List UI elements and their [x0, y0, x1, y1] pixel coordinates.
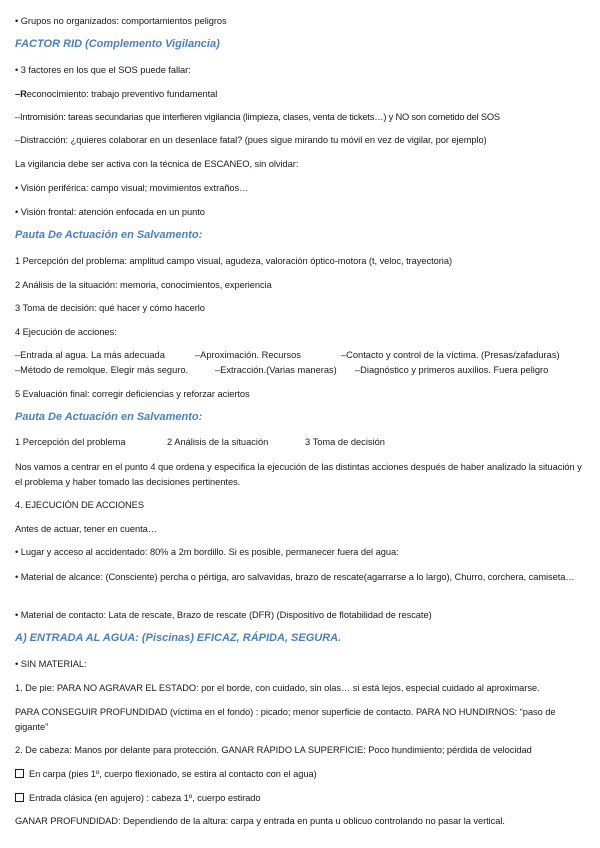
text-span: –Diagnóstico y primeros auxilios. Fuera peligro [355, 365, 549, 375]
text-span: –Aproximación. Recursos [195, 350, 301, 360]
text-line: 4. EJECUCIÓN DE ACCIONES [15, 500, 144, 510]
heading-pauta-actuacion-2: Pauta De Actuación en Salvamento: [15, 411, 203, 423]
text-line: –Distracción: ¿quieres colaborar en un desenlace fatal? (pues sigue mirando tu móvil en vez de vigilar, por ejemplo) [15, 135, 487, 145]
text-line: 2. De cabeza: Manos por delante para protección. GANAR RÁPIDO LA SUPERFICIE: Poco hundimiento; pérdida de velocidad [15, 745, 532, 755]
text-line: • Material de contacto: Lata de rescate, Brazo de rescate (DFR) (Dispositivo de flotabilidad de rescate) [15, 610, 432, 620]
text-span: econocimiento: trabajo preventivo fundamental [26, 89, 218, 99]
text-span: –Entrada al agua. La más adecuada [15, 350, 165, 360]
text-line: • Grupos no organizados: comportamientos peligros [15, 16, 227, 26]
text-line: • SIN MATERIAL: [15, 659, 87, 669]
text-line: La vigilancia debe ser activa con la técnica de ESCANEO, sin olvidar: [15, 159, 299, 169]
text-line: • 3 factores en los que el SOS puede fallar: [15, 65, 191, 75]
text-paragraph: • Material de alcance: (Consciente) percha o pértiga, aro salvavidas, brazo de rescate(agarrarse a lo largo), Churro, corchera, camiseta… [15, 572, 575, 582]
text-span: –Contacto y control de la víctima. (Presas/zafaduras) [341, 350, 560, 360]
text-span: 1 Percepción del problema [15, 437, 126, 447]
text-paragraph: Nos vamos a centrar en el punto 4 que ordena y especifica la ejecución de las distintas acciones después de haber analizado la situación y el problema y haber tomado las decisiones pertinentes. [15, 462, 582, 487]
text-line: • Visión frontal: atención enfocada en un punto [15, 207, 205, 217]
text-line: • Visión periférica: campo visual; movimientos extraños… [15, 183, 249, 193]
text-span: 3 Toma de decisión [305, 437, 385, 447]
text-line: 5 Evaluación final: corregir deficiencias y reforzar aciertos [15, 389, 250, 399]
heading-factor-rid: FACTOR RID (Complemento Vigilancia) [15, 38, 220, 50]
text-line: • Lugar y acceso al accidentado: 80% a 2m bordillo. Si es posible, permanecer fuera del agua: [15, 547, 399, 557]
text-span: –Método de remolque. Elegir más seguro. [15, 365, 189, 375]
text-span: En carpa (pies 1º, cuerpo flexionado, se estira al contacto con el agua) [29, 769, 317, 779]
text-line: 1. De pie: PARA NO AGRAVAR EL ESTADO: por el borde, con cuidado, sin olas… si está lejos, especial cuidado al aproximarse. [15, 683, 540, 693]
text-line: 4 Ejecución de acciones: [15, 327, 117, 337]
text-line: Antes de actuar, tener en cuenta… [15, 524, 158, 534]
bold-prefix: –R [15, 89, 27, 99]
checkbox-icon [15, 793, 24, 802]
checkbox-icon [15, 769, 24, 778]
text-span: Entrada clásica (en agujero) : cabeza 1º, cuerpo estirado [29, 793, 261, 803]
text-line [15, 792, 586, 804]
text-span: –Extracción.(Varias maneras) [215, 365, 337, 375]
text-line: –Intromisión: tareas secundarias que interfieren vigilancia (limpieza, clases, venta de tickets…) y NO son cometido del SOS [15, 112, 500, 122]
text-line: 1 Percepción del problema: amplitud campo visual, agudeza, valoración óptico-motora (t, veloc, trayectoria) [15, 256, 452, 266]
text-span: 2 Análisis de la situación [167, 437, 269, 447]
text-line: GANAR PROFUNDIDAD: Dependiendo de la altura: carpa y entrada en punta u oblicuo controlando no pasar la vertical. [15, 816, 505, 826]
text-line: 2 Análisis de la situación: memoria, conocimientos, experiencia [15, 280, 272, 290]
text-line [15, 88, 586, 100]
text-line: 3 Toma de decisión: qué hacer y cómo hacerlo [15, 303, 205, 313]
heading-entrada-agua: A) ENTRADA AL AGUA: (Piscinas) EFICAZ, RÁPIDA, SEGURA. [15, 632, 342, 644]
text-paragraph: PARA CONSEGUIR PROFUNDIDAD (víctima en el fondo) : picado; menor superficie de contacto. PARA NO HUNDIRNOS: “paso de gigante” [15, 707, 556, 732]
text-line [15, 768, 586, 780]
heading-pauta-actuacion: Pauta De Actuación en Salvamento: [15, 229, 203, 241]
